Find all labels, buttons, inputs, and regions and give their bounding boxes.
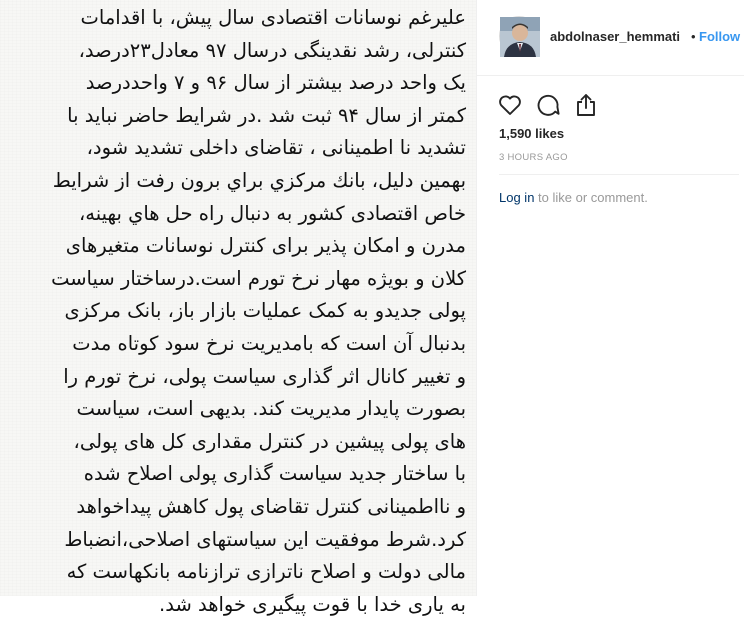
login-link[interactable]: Log in: [499, 190, 535, 205]
post-line: کلان و بویژه مهار نرخ تورم است.درساختار سیاست: [51, 266, 466, 290]
post-line: به یاری خدا با قوت پیگیری خواهد شد.: [159, 592, 466, 616]
post-line: مالی دولت و اصلاح ناترازی ترازنامه بانکهاست که: [66, 560, 466, 584]
post-line: بصورت پایدار مدیریت کند. بدیهی است، سیاست: [76, 397, 466, 421]
post-line: یک واحد درصد بیشتر از سال ۹۶ و ۷ واحددرصد: [85, 71, 466, 95]
post-header: [477, 0, 744, 76]
post-line: بدنبال آن است که بامدیریت نرخ سود کوتاه مدت: [72, 331, 466, 355]
post-line: های پولی پیشین در کنترل مقداری کل های پولی،: [73, 429, 466, 453]
post-line: بهمین دلیل، بانك مركزي براي برون رفت از شرايط: [52, 168, 466, 192]
follow-button[interactable]: Follow: [699, 29, 741, 44]
post-sidebar: [477, 0, 744, 596]
divider: [499, 174, 739, 175]
post-line: مدرن و امکان پذیر برای کنترل نوسانات متغیرهای: [65, 234, 466, 258]
post-line: کمتر از سال ۹۴ ثبت شد .در شرایط حاضر نباید با: [67, 103, 466, 127]
post-text: [32, 2, 466, 621]
comment-icon[interactable]: [535, 92, 561, 118]
post-line: و نااطمینانی کنترل تقاضای پول کاهش پیداخواهد: [76, 494, 466, 518]
like-count[interactable]: 1,590 likes: [499, 126, 565, 141]
action-bar: [497, 92, 617, 118]
username-link[interactable]: abdolnaser_hemmati: [550, 29, 681, 44]
post-line: تشدید نا اطمینانی ، تقاضای داخلی تشدید شود،: [86, 136, 466, 160]
post-line: کرد.شرط موفقیت این سیاستهای اصلاحی،انضباط: [64, 527, 466, 551]
share-icon[interactable]: [573, 92, 599, 118]
login-prompt-suffix: to like or comment.: [534, 190, 648, 205]
post-line: پولی جدیدو به کمک عملیات بازار باز، بانک مرکزی: [64, 299, 466, 323]
post-timestamp[interactable]: 3 HOURS AGO: [499, 152, 568, 163]
post-line: با ساختار جدید سیاست گذاری پولی اصلاح شده: [83, 462, 466, 486]
avatar[interactable]: [499, 16, 539, 56]
separator-dot: •: [691, 29, 696, 44]
post-line: و تغییر کانال اثر گذاری سیاست پولی، نرخ تورم را: [63, 364, 466, 388]
login-prompt: [499, 190, 648, 205]
post-line: خاص اقتصادی کشور به دنبال راه حل هاي بهينه،: [78, 201, 466, 225]
post-line: علیرغم نوسانات اقتصادی سال پیش، با اقدامات: [80, 6, 466, 29]
post-line: کنترلی، رشد نقدینگی درسال ۹۷ معادل۲۳درصد،: [78, 38, 466, 62]
heart-icon[interactable]: [497, 92, 523, 118]
